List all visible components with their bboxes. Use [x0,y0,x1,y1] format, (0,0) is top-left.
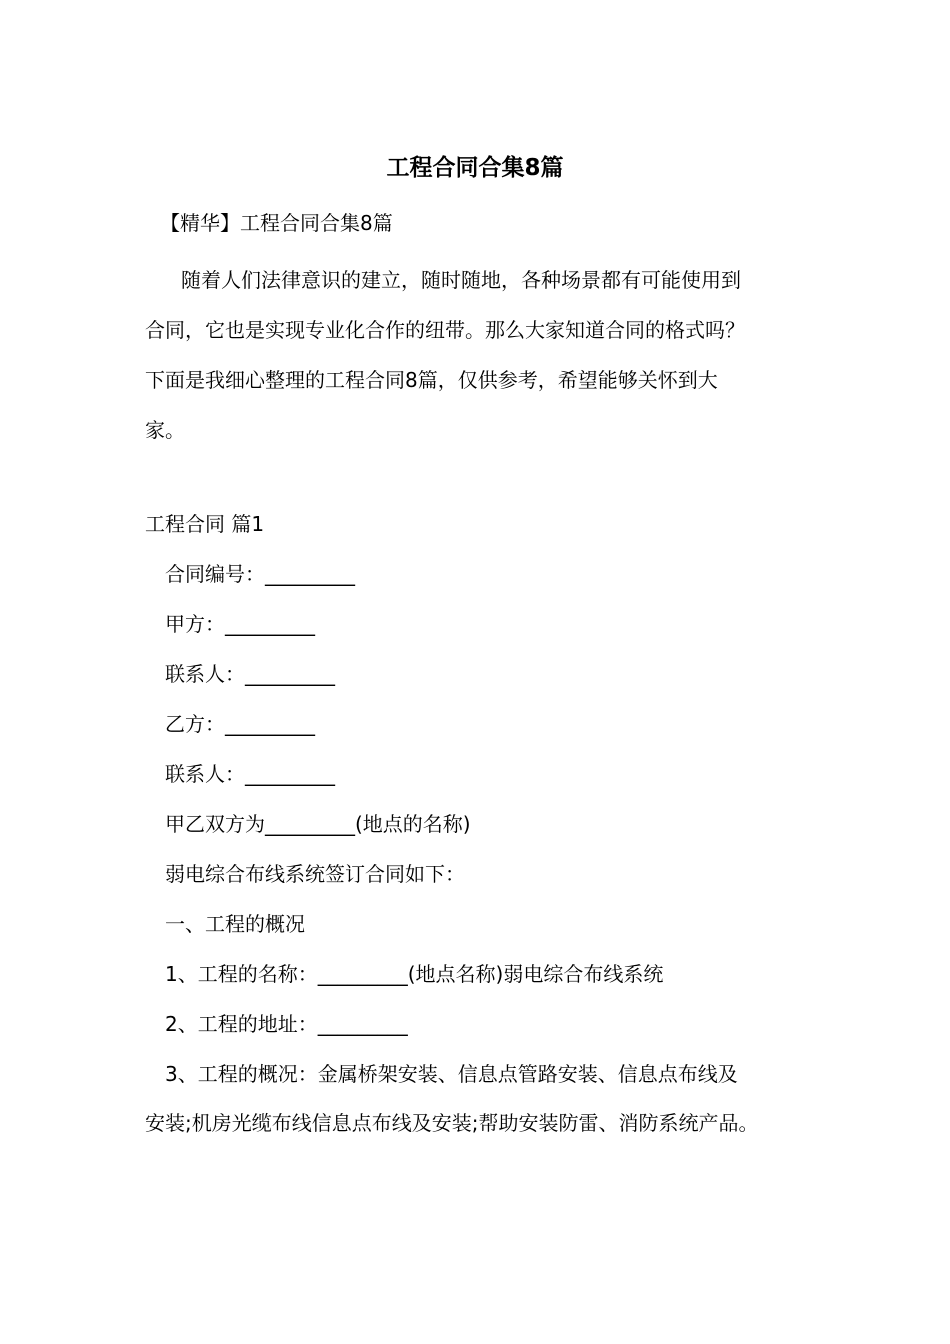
intro-paragraph [145,255,815,455]
location-field: 甲乙双方为_________(地点的名称) [165,812,471,836]
party-a-contact-field: 联系人：_________ [165,662,335,686]
document-title: 工程合同合集8篇 [386,155,564,181]
party-a-field: 甲方：_________ [165,612,315,636]
intro-line: 下面是我细心整理的工程合同8篇，仅供参考，希望能够关怀到大 [145,368,718,392]
document-subtitle: 【精华】工程合同合集8篇 [160,211,393,235]
agreement-statement: 弱电综合布线系统签订合同如下： [165,862,465,886]
intro-line: 合同，它也是实现专业化合作的纽带。那么大家知道合同的格式吗？ [145,318,745,342]
section-heading-overview: 一、工程的概况 [165,912,305,936]
project-overview-continuation: 安装;机房光缆布线信息点布线及安装;帮助安装防雷、消防系统产品。 [145,1111,759,1135]
contract-number-field: 合同编号：_________ [165,562,355,586]
intro-line: 家。 [145,418,185,442]
intro-line: 随着人们法律意识的建立，随时随地，各种场景都有可能使用到 [181,268,741,292]
party-b-field: 乙方：_________ [165,712,315,736]
project-address-field: 2、工程的地址：_________ [165,1012,408,1036]
section-title: 工程合同 篇1 [145,512,265,536]
party-b-contact-field: 联系人：_________ [165,762,335,786]
project-name-field: 1、工程的名称：_________(地点名称)弱电综合布线系统 [165,962,664,986]
project-overview-line: 3、工程的概况：金属桥架安装、信息点管路安装、信息点布线及 [165,1062,738,1086]
